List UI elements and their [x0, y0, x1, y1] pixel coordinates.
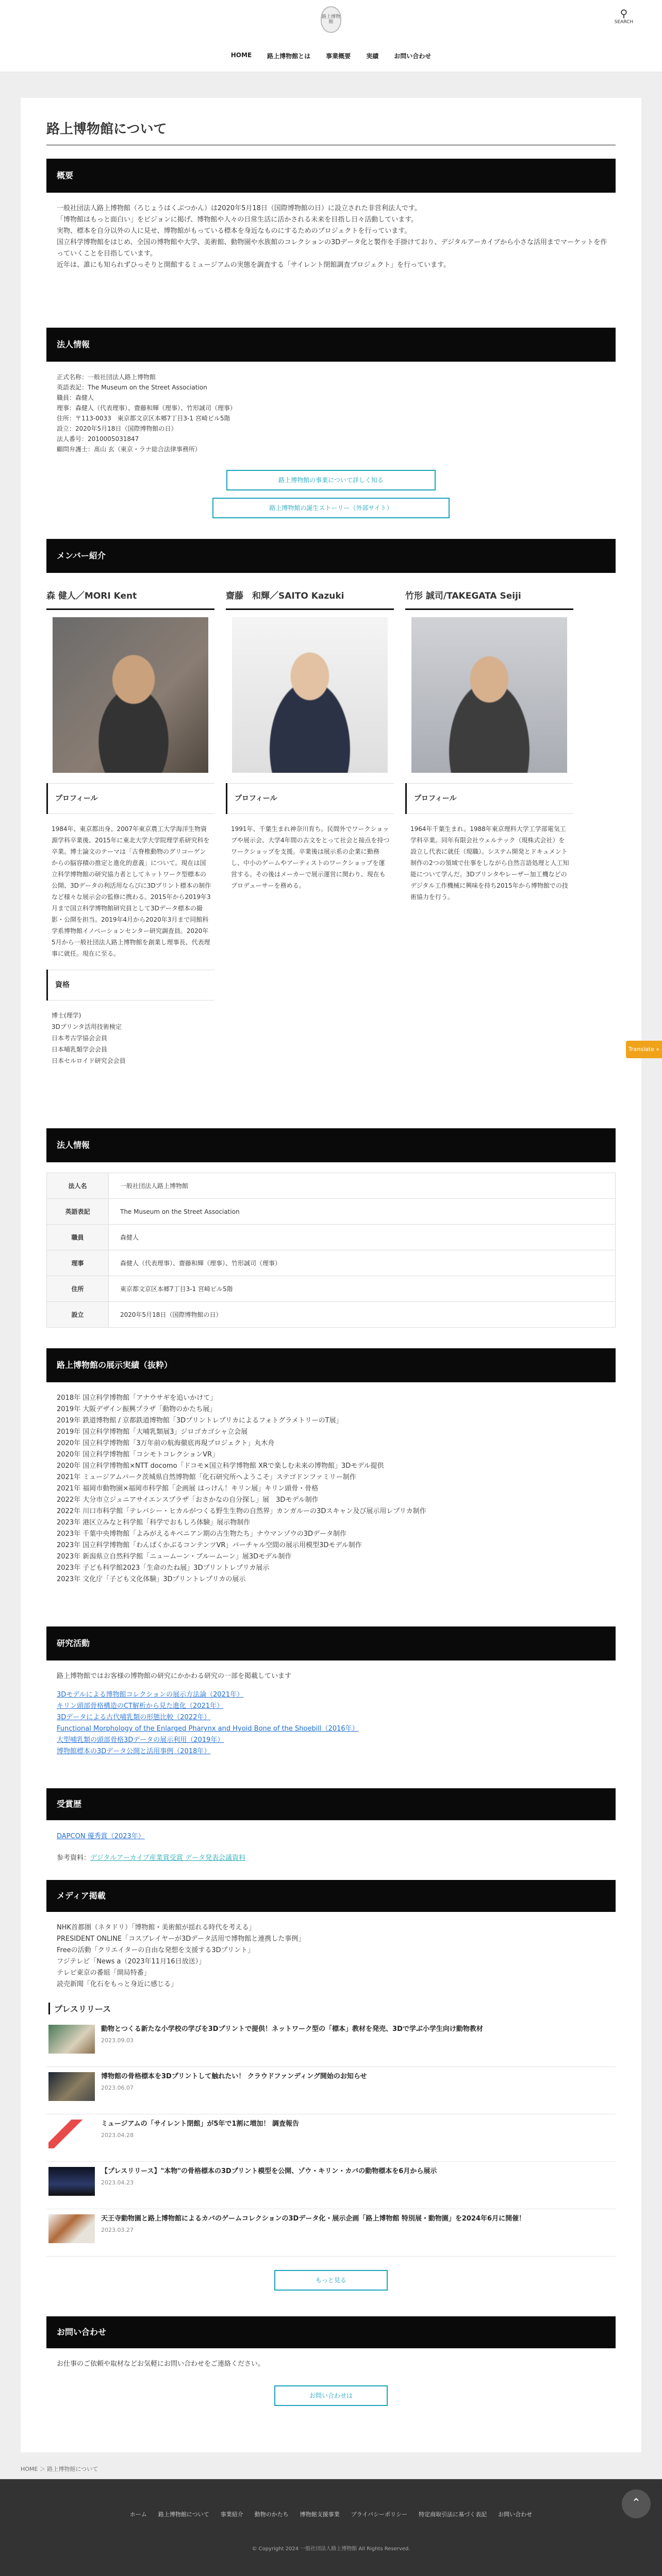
breadcrumb: HOME ＞ 路上博物館について: [21, 2466, 98, 2472]
member-name: 森 健人／MORI Kent: [46, 588, 214, 610]
table-value: 森健人: [109, 1225, 616, 1250]
research-link[interactable]: 3Dモデルによる博物館コレクションの展示方法論（2021年）: [57, 1691, 244, 1699]
corp-line: 職員：森健人: [57, 394, 94, 401]
qual-list: [46, 1010, 214, 1066]
exhibit-item: 2018年 国立科学博物館「アナウサギを追いかけて」: [57, 1394, 217, 1402]
member-photo: [53, 617, 208, 773]
member-profile: 1964年千葉生まれ。1988年東京理科大学工学部電気工学科卒業。同年有限会社ウェルテック（現株式会社）を設立し代表に就任（現職）。システム開発とドキュメント制作の2つの領域で仕事をしながら自然言語処理と人工知能について学んだ。3Dプリンタやレーザー加工機などのデジタル工作機械に興味を持ち2015年から博物館での技術協力を行う。: [410, 825, 569, 901]
research-link[interactable]: キリン頭部骨格構造のCT解析から見た進化（2021年）: [57, 1702, 224, 1710]
member-card: [226, 588, 394, 1066]
member-profile: 1991年、千葉生まれ神奈川育ち。民間外でワークショップや展示会、大学4年間の古文をとって社会と接点を持つワークショップを支援。卒業後は展示系の企業に勤務し、中小のゲームやアーティストのワークショップを運営する。その後はメーカーで展示運営に関わり、現在もプロデューサーを務める。: [231, 825, 390, 889]
corp-line: 設立：2020年5月18日（国際博物館の日）: [57, 425, 177, 432]
press-title: ミュージアムの「サイレント閉館」が5年で1割に増加！ 調査報告: [101, 2120, 299, 2128]
press-title: 天王寺動物園と路上博物館によるカバのゲームコレクションの3Dデータ化・展示企画「路上博物館 特別展・動物園」を2024年6月に開催！: [101, 2215, 526, 2223]
contact-button[interactable]: お問い合わせは: [274, 2385, 388, 2406]
member-photo: [411, 617, 567, 773]
overview-text: [46, 203, 616, 271]
table-value: 東京都文京区本郷7丁目3-1 宮崎ビル5階: [109, 1276, 616, 1302]
research-list: [46, 1689, 616, 1757]
press-release-item[interactable]: [46, 2020, 616, 2067]
press-date: 2023.06.07: [101, 2084, 134, 2091]
page-top-button[interactable]: [622, 2489, 651, 2518]
main-content: [21, 98, 641, 2452]
overview-paragraph: 「博物館はもっと面白い」をビジョンに掲げ、博物館や人々の日常生活に活かされる未来を目指し日々活動しています。: [57, 216, 418, 224]
press-thumbnail: [48, 2025, 95, 2054]
site-header: [0, 0, 662, 72]
table-row: [47, 1173, 616, 1199]
member-photo: [232, 617, 388, 773]
awards-heading: 受賞歴: [46, 1788, 616, 1820]
footer-nav-item[interactable]: ホーム: [129, 2511, 147, 2518]
exhibit-list: [46, 1393, 616, 1585]
nav-home[interactable]: HOME: [230, 52, 252, 59]
site-footer: [0, 2479, 662, 2576]
footer-nav-item[interactable]: 動物のかたち: [254, 2511, 289, 2518]
table-key: 職員: [47, 1225, 109, 1250]
footer-nav-item[interactable]: 事業紹介: [220, 2511, 243, 2518]
exhibit-item: 2020年 国立科学博物館「3万年前の航海徹底再現プロジェクト」丸木舟: [57, 1439, 275, 1447]
exhibit-item: 2023年 国立科学博物館「わんぱくかぶるコンテンツVR」バーチャル空間の展示用模型3Dモデル制作: [57, 1541, 362, 1549]
press-release-heading: プレスリリース: [48, 2003, 616, 2014]
table-value: 森健人（代表理事）、齋藤和輝（理事）、竹形誠司（理事）: [109, 1250, 616, 1276]
press-date: 2023.04.28: [101, 2132, 134, 2139]
exhibit-item: 2021年 福岡市動物園×福岡市科学館「企画展 はっけん！キリン展」キリン頭骨・骨格: [57, 1485, 319, 1493]
exhibit-item: 2023年 文化庁「子ども文化体験」3Dプリントレプリカの展示: [57, 1575, 246, 1583]
research-intro: 路上博物館ではお客様の博物館の研究にかかわる研究の一部を掲載しています: [57, 1672, 292, 1680]
media-item: NHK首都圏（ネタドリ）「博物館・美術館が揺れる時代を考える」: [57, 1924, 256, 1931]
reference-link[interactable]: デジタルアーカイブ産業賞受賞 データ発表会議資料: [90, 1854, 245, 1862]
qual-item: 日本哺乳類学会会員: [52, 1046, 108, 1053]
footer-nav-item[interactable]: 特定商取引法に基づく表記: [419, 2511, 487, 2518]
member-card: [405, 588, 573, 1066]
corp-table: [46, 1173, 616, 1328]
table-row: [47, 1250, 616, 1276]
press-date: 2023.04.23: [101, 2179, 134, 2186]
table-row: [47, 1302, 616, 1328]
nav-about[interactable]: 路上博物館とは: [267, 53, 311, 60]
press-title: 博物館の骨格標本を3Dプリントして触れたい！ クラウドファンディング開始のお知らせ: [101, 2073, 367, 2080]
global-nav: [0, 52, 662, 60]
media-item: テレビ東京の番組「開局特番」: [57, 1969, 151, 1977]
media-heading: メディア掲載: [46, 1880, 616, 1912]
translate-button[interactable]: Translate »: [626, 1041, 662, 1058]
media-item: フジテレビ「News a（2023年11月16日放送）」: [57, 1958, 206, 1965]
corp-heading: 法人情報: [46, 328, 616, 362]
table-key: 法人名: [47, 1173, 109, 1199]
press-release-item[interactable]: [46, 2209, 616, 2257]
more-button[interactable]: もっと見る: [274, 2270, 388, 2291]
footer-nav: [0, 2479, 662, 2518]
press-text: [101, 2072, 367, 2109]
research-heading: 研究活動: [46, 1626, 616, 1660]
qual-item: 博士(理学): [52, 1012, 81, 1019]
members-heading: メンバー紹介: [46, 539, 616, 573]
member-list: [46, 588, 616, 1066]
reference-label: 参考資料：: [57, 1854, 91, 1862]
table-key: 設立: [47, 1302, 109, 1328]
table-key: 英語表記: [47, 1199, 109, 1225]
table-value: 2020年5月18日（国際博物館の日）: [109, 1302, 616, 1328]
press-title: 動物とつくる新たな小学校の学びを3Dプリントで提供！ネットワーク型の「標本」教材を発売、3Dで学ぶ小学生向け動物教材: [101, 2025, 483, 2033]
press-thumbnail: [48, 2120, 95, 2148]
press-text: [101, 2167, 437, 2204]
corp-line: 顧問弁護士：髙山 玄（東京・ラナ総合法律事務所）: [57, 446, 201, 453]
table-row: [47, 1199, 616, 1225]
overview-paragraph: 近年は、誰にも知られずひっそりと開館するミュージアムの実態を調査する「サイレント閉館調査プロジェクト」を行っています。: [57, 261, 451, 269]
page-title: 路上博物館について: [46, 118, 616, 145]
nav-contact[interactable]: お問い合わせ: [394, 53, 432, 60]
research-link[interactable]: 3Dデータによる古代哺乳類の形態比較（2022年）: [57, 1714, 211, 1721]
press-text: [101, 2120, 299, 2156]
press-thumbnail: [48, 2072, 95, 2101]
search-icon: ⚲: [620, 7, 628, 20]
qual-item: 日本考古学協会会員: [52, 1035, 108, 1042]
exhibit-item: 2020年 国立科学博物館×NTT docomo「ドコモ×国立科学博物館 XRで楽しむ未来の博物館」3Dモデル提供: [57, 1462, 384, 1470]
footer-nav-item[interactable]: 路上博物館について: [158, 2511, 209, 2518]
contact-heading: お問い合わせ: [46, 2316, 616, 2348]
member-name: 竹形 誠司/TAKEGATA Seiji: [405, 588, 573, 610]
origin-story-button[interactable]: 路上博物館の誕生ストーリー（外部サイト）: [212, 498, 450, 518]
exhibit-item: 2023年 子ども科学館2023「生命のたね展」3Dプリントレプリカ展示: [57, 1564, 270, 1572]
media-item: PRESIDENT ONLINE「コスプレイヤーが3Dデータ活用で博物館と連携した事例」: [57, 1935, 305, 1943]
nav-works[interactable]: 実績: [366, 53, 379, 60]
media-list: [46, 1922, 616, 1990]
exhibit-item: 2020年 国立科学博物館「コシモトコレクションVR」: [57, 1451, 219, 1459]
corp-line: 法人番号：2010005031847: [57, 435, 139, 443]
exhibit-item: 2019年 国立科学博物館「大哺乳類展3」ジロゴカゴシャ立会展: [57, 1428, 248, 1436]
corp-line: 英語表記：The Museum on the Street Association: [57, 384, 207, 391]
media-item: Freeの活動「クリエイターの自由な発想を支援する3Dプリント」: [57, 1946, 255, 1954]
member-profile: 1984年、東京都出身。2007年東京農工大学海洋生物資源学科卒業後、2015年に東北大学大学院理学系研究科を卒業。博士論文のテーマは「古脊椎動物のグリコーゲンからの脳容積の推定と進化的意義」について。現在は国立科学博物館の研究協力者としてネットワーク型標本の公開、3Dデータの利活用ならびに3Dプリント標本の制作など様々な展示会の監修に携わる。2015年から2019年3月まで国立科学博物館研究員として3Dデータ標本の撮影・公開を担当。2019年4月から2020年3月まで同館科学系博物館イノベーションセンター研究調査員。2020年5月から一般社団法人路上博物館を創業し理事長、代表理事に就任。現在に至る。: [52, 825, 211, 957]
business-detail-button[interactable]: 路上博物館の事業について詳しく知る: [226, 470, 436, 490]
footer-nav-item[interactable]: プライバシーポリシー: [351, 2511, 408, 2518]
table-value: 一般社団法人路上博物館: [109, 1173, 616, 1199]
table-key: 理事: [47, 1250, 109, 1276]
overview-paragraph: 国立科学博物館をはじめ、全国の博物館や大学、美術館、動物園や水族館のコレクションの3Dデータ化と製作を手掛けており、デジタルアーカイブから小さな活用までマーケットを作っていくことを目指しています。: [57, 239, 607, 258]
profile-heading: プロフィール: [46, 783, 214, 814]
table-row: [47, 1225, 616, 1250]
award-link[interactable]: DAPCON 優秀賞（2023年）: [57, 1833, 145, 1840]
copyright: © Copyright 2024 一般社団法人路上博物館 All Rights Reserved.: [252, 2546, 410, 2552]
profile-heading: プロフィール: [226, 783, 394, 814]
press-release-item[interactable]: [46, 2067, 616, 2114]
table-row: [47, 1276, 616, 1302]
qual-heading: 資格: [46, 970, 214, 1001]
press-release-item[interactable]: [46, 2162, 616, 2209]
exhibit-item: 2023年 新潟県立自然科学館「ニュームーン・ブルームーン」展3Dモデル制作: [57, 1553, 292, 1561]
research-link[interactable]: 大型哺乳類の頭部骨格3Dデータの展示利用（2019年）: [57, 1736, 224, 1744]
contact-text: お仕事のご依頼や取材などお気軽にお問い合わせをご連絡ください。: [57, 2360, 265, 2368]
member-card: [46, 588, 214, 1066]
media-item: 読売新聞「化石をもっと身近に感じる」: [57, 1980, 178, 1988]
qual-item: 日本セルロイド研究会会員: [52, 1057, 126, 1064]
profile-heading: プロフィール: [405, 783, 573, 814]
exhibit-item: 2023年 港区立みなと科学館「科学でおもしろ体験」展示物制作: [57, 1519, 251, 1527]
press-date: 2023.09.03: [101, 2037, 134, 2044]
table-value: The Museum on the Street Association: [109, 1199, 616, 1225]
search-button[interactable]: [614, 7, 634, 25]
press-text: [101, 2025, 483, 2061]
exhibit-item: 2022年 川口市科学館「テレパシー・ヒカルがつくる野生生物の自然界」カンガルーの3Dスキャン及び展示用レプリカ制作: [57, 1507, 426, 1515]
press-release-item[interactable]: [46, 2114, 616, 2162]
member-name: 齋藤 和輝／SAITO Kazuki: [226, 588, 394, 610]
exhibit-item: 2021年 ミュージアムパーク茨城県自然博物館「化石研究所へようこそ」ステゴドンファミリー制作: [57, 1473, 356, 1481]
nav-business[interactable]: 事業概要: [326, 53, 351, 60]
site-logo[interactable]: 路上博物館: [321, 6, 341, 33]
exhibit-item: 2023年 千葉中央博物館「よみがえるキベニアン期の古生物たち」ナウマンゾウの3Dデータ制作: [57, 1530, 346, 1538]
exhibit-item: 2019年 大阪デザイン振興プラザ「動物のかたち展」: [57, 1405, 217, 1413]
press-title: 【プレスリリース】"本物"の骨格標本の3Dプリント模型を公開、ゾウ・キリン・カバの動物標本を6月から展示: [101, 2167, 437, 2175]
overview-heading: 概要: [46, 159, 616, 193]
press-thumbnail: [48, 2214, 95, 2243]
corp-info: [46, 372, 616, 454]
corp-line: 理事：森健人（代表理事）、齋藤和輝（理事）、竹形誠司（理事）: [57, 404, 237, 412]
press-text: [101, 2214, 525, 2251]
press-release-list: [46, 2020, 616, 2257]
footer-nav-item[interactable]: お問い合わせ: [498, 2511, 533, 2518]
exhibit-item: 2022年 大分市立ジュニアサイエンスプラザ「おさかなの自分探し」展 3Dモデル制作: [57, 1496, 319, 1504]
exhibits-heading: 路上博物館の展示実績（抜粋）: [46, 1348, 616, 1382]
search-label: SEARCH: [614, 20, 634, 25]
corp-line: 住所：〒113-0033 東京都文京区本郷7丁目3-1 宮崎ビル5階: [57, 415, 230, 422]
corp-table-heading: 法人情報: [46, 1128, 616, 1162]
research-link[interactable]: 博物館標本の3Dデータ公開と活用事例（2018年）: [57, 1748, 211, 1755]
awards-body: [46, 1831, 616, 1865]
overview-paragraph: 一般社団法人路上博物館（ろじょうはくぶつかん）は2020年5月18日（国際博物館の日）に設立された非営利法人です。: [57, 205, 421, 212]
corp-line: 正式名称：一般社団法人路上博物館: [57, 374, 156, 381]
overview-paragraph: 実物、標本を自分以外の人に見せ、博物館がもっている標本を身近なものにするためのプロジェクトを行っています。: [57, 227, 411, 235]
press-thumbnail: [48, 2167, 95, 2196]
research-link[interactable]: Functional Morphology of the Enlarged Pharynx and Hyoid Bone of the Shoebill（2016年）: [57, 1725, 359, 1733]
arrow-up-icon: ⌃: [631, 2497, 641, 2510]
footer-nav-item[interactable]: 博物館支援事業: [300, 2511, 340, 2518]
press-date: 2023.03.27: [101, 2227, 134, 2233]
qual-item: 3Dプリンタ活用技術検定: [52, 1023, 122, 1030]
exhibit-item: 2019年 鉄道博物館 / 京都鉄道博物館「3DプリントレプリカによるフォトグラメトリーのT展」: [57, 1417, 343, 1425]
table-key: 住所: [47, 1276, 109, 1302]
